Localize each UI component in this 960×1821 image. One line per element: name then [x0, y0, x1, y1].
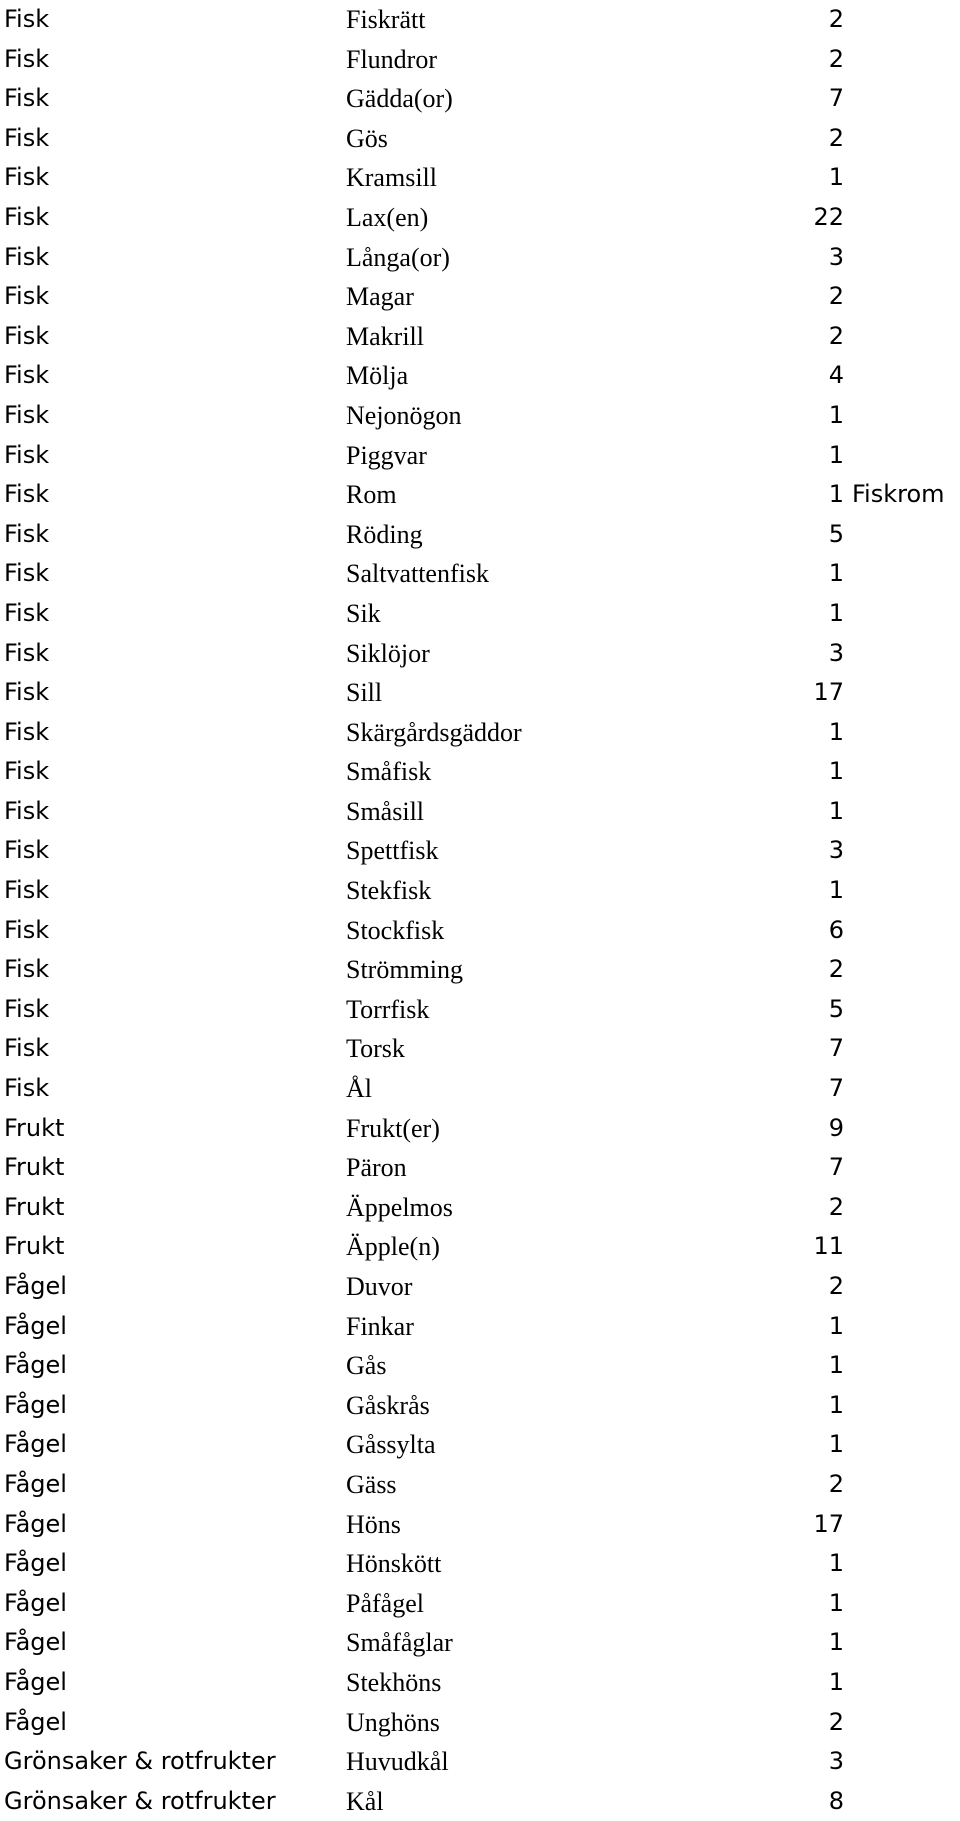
table-row — [0, 0, 960, 40]
count-cell: 1 — [828, 440, 844, 469]
table-row — [0, 1544, 960, 1584]
count-cell: 2 — [828, 1469, 844, 1498]
category-cell: Fisk — [4, 638, 50, 667]
category-cell: Fisk — [4, 321, 50, 350]
category-cell: Frukt — [4, 1153, 65, 1182]
table-row — [0, 1188, 960, 1228]
table-row — [0, 356, 960, 396]
item-cell: Ål — [346, 1074, 372, 1104]
table-row — [0, 158, 960, 198]
item-cell: Skärgårdsgäddor — [346, 717, 522, 747]
item-cell: Saltvattenfisk — [346, 559, 489, 589]
table-row — [0, 238, 960, 278]
count-cell: 1 — [828, 1351, 844, 1380]
count-cell: 1 — [828, 1588, 844, 1617]
category-cell: Fisk — [4, 1074, 50, 1103]
item-cell: Finkar — [346, 1311, 414, 1341]
count-cell: 5 — [828, 519, 844, 548]
table-row — [0, 1069, 960, 1109]
count-cell: 1 — [828, 1311, 844, 1340]
table-row — [0, 436, 960, 476]
count-cell: 1 — [828, 480, 844, 509]
table-row — [0, 40, 960, 80]
category-cell: Fisk — [4, 44, 50, 73]
count-cell: 1 — [828, 400, 844, 429]
count-cell: 1 — [828, 796, 844, 825]
table-row — [0, 515, 960, 555]
category-cell: Fisk — [4, 519, 50, 548]
count-cell: 9 — [828, 1113, 844, 1142]
count-cell: 1 — [828, 717, 844, 746]
item-cell: Stekfisk — [346, 876, 432, 906]
category-cell: Fågel — [4, 1311, 67, 1340]
item-cell: Hönskött — [346, 1549, 442, 1579]
count-cell: 4 — [828, 361, 844, 390]
count-cell: 11 — [813, 1232, 844, 1261]
count-cell: 1 — [828, 1667, 844, 1696]
table-row — [0, 634, 960, 674]
table-row — [0, 1663, 960, 1703]
item-cell: Gädda(or) — [346, 84, 453, 114]
table-row — [0, 1109, 960, 1149]
item-cell: Torrfisk — [346, 994, 430, 1024]
table-row — [0, 1782, 960, 1821]
count-cell: 7 — [828, 84, 844, 113]
count-cell: 2 — [828, 321, 844, 350]
item-cell: Höns — [346, 1509, 401, 1539]
count-cell: 1 — [828, 1628, 844, 1657]
category-cell: Fågel — [4, 1707, 67, 1736]
category-cell: Fisk — [4, 796, 50, 825]
category-cell: Frukt — [4, 1192, 65, 1221]
category-cell: Fisk — [4, 282, 50, 311]
item-cell: Rom — [346, 480, 397, 510]
category-cell: Fågel — [4, 1469, 67, 1498]
table-row — [0, 594, 960, 634]
item-cell: Äpple(n) — [346, 1232, 440, 1262]
item-cell: Röding — [346, 519, 423, 549]
category-cell: Fågel — [4, 1549, 67, 1578]
category-cell: Fågel — [4, 1430, 67, 1459]
table-row — [0, 911, 960, 951]
count-cell: 2 — [828, 44, 844, 73]
count-cell: 7 — [828, 1074, 844, 1103]
item-cell: Gåskrås — [346, 1390, 430, 1420]
category-cell: Fisk — [4, 678, 50, 707]
item-cell: Duvor — [346, 1272, 413, 1301]
category-cell: Fisk — [4, 361, 50, 390]
count-cell: 1 — [828, 1549, 844, 1578]
category-cell: Fågel — [4, 1628, 67, 1657]
category-cell: Fisk — [4, 84, 50, 113]
item-cell: Gäss — [346, 1469, 397, 1499]
item-cell: Gås — [346, 1351, 387, 1381]
item-cell: Päron — [346, 1153, 407, 1183]
category-cell: Fisk — [4, 994, 50, 1023]
count-cell: 2 — [828, 5, 844, 33]
item-cell: Frukt(er) — [346, 1113, 440, 1143]
category-cell: Fisk — [4, 163, 50, 192]
table-row — [0, 554, 960, 594]
category-cell: Fisk — [4, 757, 50, 786]
item-cell: Fiskrätt — [346, 5, 426, 34]
item-cell: Unghöns — [346, 1707, 440, 1737]
count-cell: 22 — [813, 202, 844, 231]
category-cell: Fisk — [4, 123, 50, 152]
item-cell: Påfågel — [346, 1588, 424, 1618]
table-row — [0, 1307, 960, 1347]
item-cell: Siklöjor — [346, 638, 430, 668]
table-row — [0, 1505, 960, 1545]
category-cell: Fisk — [4, 955, 50, 984]
count-cell: 7 — [828, 1153, 844, 1182]
item-cell: Nejonögon — [346, 400, 462, 430]
table-row — [0, 752, 960, 792]
category-cell: Fågel — [4, 1667, 67, 1696]
count-cell: 7 — [828, 1034, 844, 1063]
item-cell: Kramsill — [346, 163, 437, 193]
table-row — [0, 1623, 960, 1663]
count-cell: 3 — [828, 242, 844, 271]
count-cell: 17 — [813, 678, 844, 707]
category-cell: Fisk — [4, 480, 50, 509]
category-cell: Fågel — [4, 1272, 67, 1300]
category-cell: Grönsaker & rotfrukter — [4, 1747, 276, 1776]
table-row — [0, 277, 960, 317]
count-cell: 2 — [828, 1707, 844, 1736]
category-cell: Fisk — [4, 717, 50, 746]
table-row — [0, 198, 960, 238]
category-cell: Fågel — [4, 1588, 67, 1617]
table-row — [0, 1267, 960, 1307]
count-cell: 1 — [828, 598, 844, 627]
table-row — [0, 396, 960, 436]
category-cell: Frukt — [4, 1232, 65, 1261]
item-cell: Torsk — [346, 1034, 405, 1064]
table-row — [0, 1465, 960, 1505]
item-cell: Kål — [346, 1786, 384, 1816]
table-row — [0, 317, 960, 357]
count-cell: 3 — [828, 836, 844, 865]
count-cell: 3 — [828, 638, 844, 667]
table-row — [0, 1148, 960, 1188]
item-cell: Stockfisk — [346, 915, 445, 945]
count-cell: 2 — [828, 123, 844, 152]
item-cell: Makrill — [346, 321, 424, 351]
item-cell: Strömming — [346, 955, 464, 985]
category-cell: Fisk — [4, 202, 50, 231]
category-cell: Grönsaker & rotfrukter — [4, 1786, 276, 1815]
count-cell: 17 — [813, 1509, 844, 1538]
category-cell: Fågel — [4, 1509, 67, 1538]
count-cell: 1 — [828, 1390, 844, 1419]
count-cell: 2 — [828, 282, 844, 311]
category-cell: Fisk — [4, 915, 50, 944]
count-cell: 1 — [828, 876, 844, 905]
item-cell: Mölja — [346, 361, 409, 391]
item-cell: Långa(or) — [346, 242, 450, 272]
count-cell: 3 — [828, 1747, 844, 1776]
count-cell: 1 — [828, 757, 844, 786]
table-row — [0, 1029, 960, 1069]
table-row — [0, 79, 960, 119]
item-cell: Spettfisk — [346, 836, 439, 866]
item-cell: Småsill — [346, 796, 425, 826]
category-cell: Fisk — [4, 242, 50, 271]
count-cell: 1 — [828, 1430, 844, 1459]
category-cell: Fisk — [4, 598, 50, 627]
table-row — [0, 871, 960, 911]
category-cell: Fisk — [4, 5, 50, 33]
category-cell: Fågel — [4, 1390, 67, 1419]
table-row — [0, 792, 960, 832]
item-cell: Sill — [346, 678, 383, 708]
count-cell: 5 — [828, 994, 844, 1023]
category-cell: Fisk — [4, 559, 50, 588]
item-cell: Flundror — [346, 44, 437, 74]
table-row — [0, 1346, 960, 1386]
table-row — [0, 1584, 960, 1624]
category-cell: Fisk — [4, 400, 50, 429]
count-cell: 8 — [828, 1786, 844, 1815]
count-cell: 2 — [828, 1272, 844, 1300]
table-row — [0, 950, 960, 990]
note-cell: Fiskrom — [852, 480, 945, 509]
table-row — [0, 831, 960, 871]
item-cell: Sik — [346, 598, 381, 628]
table-row — [0, 475, 960, 515]
count-cell: 2 — [828, 1192, 844, 1221]
category-cell: Frukt — [4, 1113, 65, 1142]
category-cell: Fisk — [4, 836, 50, 865]
table-row — [0, 1227, 960, 1267]
count-cell: 2 — [828, 955, 844, 984]
table-row — [0, 673, 960, 713]
category-cell: Fisk — [4, 440, 50, 469]
item-cell: Lax(en) — [346, 202, 429, 232]
count-cell: 6 — [828, 915, 844, 944]
item-cell: Äppelmos — [346, 1192, 453, 1222]
table-row — [0, 713, 960, 753]
item-cell: Gåssylta — [346, 1430, 436, 1460]
category-cell: Fågel — [4, 1351, 67, 1380]
table-row — [0, 990, 960, 1030]
item-cell: Magar — [346, 282, 414, 312]
item-cell: Småfisk — [346, 757, 432, 787]
table-row — [0, 119, 960, 159]
item-cell: Småfåglar — [346, 1628, 453, 1658]
item-cell: Stekhöns — [346, 1667, 442, 1697]
item-cell: Huvudkål — [346, 1747, 449, 1777]
table-row — [0, 1742, 960, 1782]
item-cell: Gös — [346, 123, 388, 153]
table-row — [0, 1386, 960, 1426]
table-row — [0, 1425, 960, 1465]
category-cell: Fisk — [4, 1034, 50, 1063]
item-cell: Piggvar — [346, 440, 427, 470]
category-cell: Fisk — [4, 876, 50, 905]
count-cell: 1 — [828, 559, 844, 588]
count-cell: 1 — [828, 163, 844, 192]
table-row — [0, 1703, 960, 1743]
